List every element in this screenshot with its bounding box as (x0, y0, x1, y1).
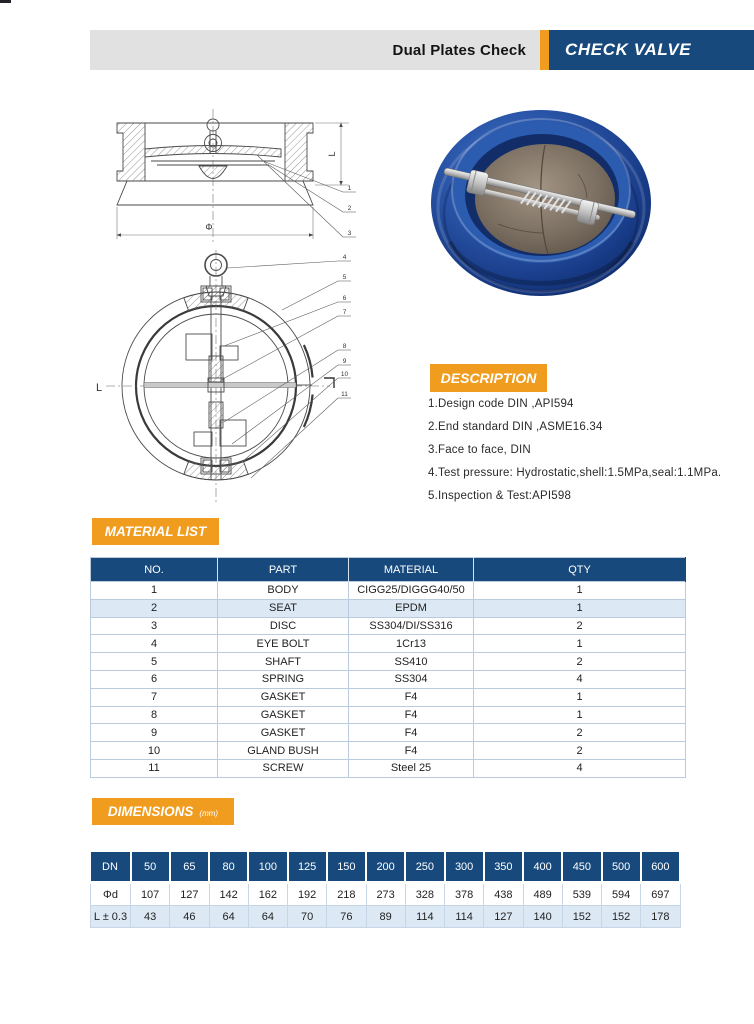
material-table-cell: F4 (349, 688, 474, 706)
material-table-cell: Steel 25 (349, 759, 474, 777)
dimensions-column-header: 50 (131, 852, 170, 883)
material-table-cell: 5 (91, 653, 218, 671)
dimensions-table-cell: 152 (562, 906, 601, 928)
dimensions-column-header: 400 (523, 852, 562, 883)
description-item: 2.End standard DIN ,ASME16.34 (428, 421, 603, 433)
dimensions-table-cell: 127 (170, 883, 209, 906)
dimensions-column-header: 200 (366, 852, 405, 883)
material-table-cell: 1 (474, 635, 686, 653)
material-table-cell: 7 (91, 688, 218, 706)
dimensions-header-row (91, 852, 681, 883)
dimensions-table-cell: 64 (209, 906, 248, 928)
description-item: 5.Inspection & Test:API598 (428, 490, 572, 502)
dimensions-table-cell: 114 (405, 906, 444, 928)
dimensions-table-cell: 192 (288, 883, 327, 906)
callout-number-7: 7 (342, 309, 347, 316)
dimensions-table-cell: 152 (602, 906, 641, 928)
material-table-cell: 8 (91, 706, 218, 724)
material-table-cell: 1 (91, 582, 218, 600)
dimensions-table-cell: 142 (209, 883, 248, 906)
description-item: 4.Test pressure: Hydrostatic,shell:1.5MPa,seal:1.1MPa. (428, 467, 722, 479)
material-table-cell: GASKET (218, 724, 349, 742)
material-table-cell: SEAT (218, 599, 349, 617)
material-column-header: MATERIAL (349, 558, 474, 582)
dimensions-table-cell: 328 (405, 883, 444, 906)
front-view-drawing (90, 250, 390, 510)
dimensions-table-cell: Φd (91, 883, 131, 906)
dimensions-table-row (91, 883, 681, 906)
dimensions-table-cell: 697 (641, 883, 680, 906)
material-table-row (91, 688, 686, 706)
dimensions-table-cell: 178 (641, 906, 680, 928)
material-table-cell: 4 (474, 670, 686, 688)
material-table-row (91, 742, 686, 760)
dimensions-column-header: 80 (209, 852, 248, 883)
page-edge-mark (0, 0, 11, 3)
material-table-row (91, 653, 686, 671)
material-table-cell: 2 (474, 724, 686, 742)
material-table-cell: 1 (474, 706, 686, 724)
material-column-header: QTY (474, 558, 686, 582)
material-table-row (91, 706, 686, 724)
callout-number-6: 6 (342, 295, 347, 302)
material-column-header: PART (218, 558, 349, 582)
material-table-row (91, 617, 686, 635)
dimensions-table (90, 852, 681, 928)
material-table-cell: SS304 (349, 670, 474, 688)
material-table-cell: 2 (474, 742, 686, 760)
product-line-label: Dual Plates Check (392, 41, 526, 59)
dimensions-table-cell: 539 (562, 883, 601, 906)
material-table-cell: 2 (91, 599, 218, 617)
material-table-cell: DISC (218, 617, 349, 635)
dimensions-table-cell: 43 (131, 906, 170, 928)
material-table-cell: 11 (91, 759, 218, 777)
callout-number-11: 11 (341, 391, 348, 398)
material-table-cell: GASKET (218, 706, 349, 724)
dimensions-column-header: 100 (248, 852, 287, 883)
dimensions-table-cell: 594 (602, 883, 641, 906)
dimensions-column-header: 150 (327, 852, 366, 883)
material-table-header-row (91, 558, 686, 582)
dimensions-column-header: 600 (641, 852, 680, 883)
material-table-row (91, 759, 686, 777)
material-table-body (91, 582, 686, 778)
plate-edge (144, 383, 296, 388)
callout-number-8: 8 (342, 343, 347, 350)
material-column-header: NO. (91, 558, 218, 582)
page-title: CHECK VALVE (565, 40, 692, 59)
material-table-row (91, 599, 686, 617)
product-photo (428, 104, 654, 302)
dimensions-column-header: 125 (288, 852, 327, 883)
dimensions-table-body (91, 883, 681, 928)
callout-number-10: 10 (340, 371, 349, 378)
description-item: 1.Design code DIN ,API594 (428, 398, 574, 410)
material-table-cell: BODY (218, 582, 349, 600)
left-flange (117, 123, 145, 181)
dimensions-column-header: 450 (562, 852, 601, 883)
dimensions-table-cell: 140 (523, 906, 562, 928)
dimensions-table-cell: L ± 0.3 (91, 906, 131, 928)
material-table-cell: F4 (349, 706, 474, 724)
dimensions-section-title: DIMENSIONS (mm) (92, 798, 234, 825)
material-table-cell: SCREW (218, 759, 349, 777)
material-table-cell: 1 (474, 599, 686, 617)
material-table-cell: SS410 (349, 653, 474, 671)
material-table-cell: EPDM (349, 599, 474, 617)
material-list-section-title: MATERIAL LIST (92, 518, 219, 545)
dimensions-column-header: 500 (602, 852, 641, 883)
material-table-cell: 1 (474, 688, 686, 706)
material-table-row (91, 582, 686, 600)
callout-number-5: 5 (342, 274, 347, 281)
material-table-cell: 2 (474, 653, 686, 671)
dimensions-table-cell: 273 (366, 883, 405, 906)
material-table-cell: SHAFT (218, 653, 349, 671)
material-list-table (90, 557, 686, 778)
material-table-cell: F4 (349, 742, 474, 760)
material-table-cell: 1 (474, 582, 686, 600)
dimensions-table-row (91, 906, 681, 928)
dimensions-table-cell: 489 (523, 883, 562, 906)
material-table-row (91, 635, 686, 653)
callout-number-4: 4 (342, 254, 347, 261)
description-list (428, 398, 754, 513)
callout-number-9: 9 (342, 358, 347, 365)
dimensions-table-cell: 127 (484, 906, 523, 928)
material-table-cell: CIGG25/DIGGG40/50 (349, 582, 474, 600)
description-section-title: DESCRIPTION (430, 364, 547, 392)
material-table-cell: 2 (474, 617, 686, 635)
callout-number-2: 2 (347, 205, 352, 212)
dimensions-table-cell: 378 (445, 883, 484, 906)
description-item: 3.Face to face, DIN (428, 444, 531, 456)
dimensions-column-header: DN (91, 852, 131, 883)
dimensions-table-cell: 162 (248, 883, 287, 906)
dimensions-table-cell: 438 (484, 883, 523, 906)
material-table-cell: 1Cr13 (349, 635, 474, 653)
bottom-flange (117, 181, 313, 205)
right-flange (285, 123, 313, 181)
material-table-row (91, 724, 686, 742)
material-table-cell: GLAND BUSH (218, 742, 349, 760)
dimensions-column-header: 300 (445, 852, 484, 883)
material-table-cell: SS304/DI/SS316 (349, 617, 474, 635)
dimensions-table-cell: 64 (248, 906, 287, 928)
dimensions-table-cell: 46 (170, 906, 209, 928)
material-table-cell: 4 (91, 635, 218, 653)
callout-number-3: 3 (347, 230, 352, 237)
dimensions-unit: (mm) (199, 809, 219, 818)
material-table-cell: 9 (91, 724, 218, 742)
material-table-cell: F4 (349, 724, 474, 742)
header-title-bar (549, 30, 754, 70)
dimensions-table-cell: 89 (366, 906, 405, 928)
material-table-cell: 10 (91, 742, 218, 760)
callout-number-1: 1 (347, 185, 352, 192)
dimensions-column-header: 65 (170, 852, 209, 883)
header-gray-bar (90, 30, 540, 70)
dimensions-table-cell: 107 (131, 883, 170, 906)
material-table-cell: 4 (474, 759, 686, 777)
section-marker-label: L (96, 382, 103, 394)
dim-L-label: L (327, 151, 337, 157)
section-view-drawing (95, 105, 375, 250)
header-orange-stripe (540, 30, 549, 70)
dimensions-column-header: 250 (405, 852, 444, 883)
material-table-cell: GASKET (218, 688, 349, 706)
material-table-cell: 6 (91, 670, 218, 688)
material-table-cell: 3 (91, 617, 218, 635)
dimensions-table-cell: 114 (445, 906, 484, 928)
dimensions-table-cell: 76 (327, 906, 366, 928)
dimensions-column-header: 350 (484, 852, 523, 883)
dim-phi-label: Φ (205, 222, 213, 232)
dimensions-table-cell: 218 (327, 883, 366, 906)
dimensions-table-cell: 70 (288, 906, 327, 928)
material-table-cell: EYE BOLT (218, 635, 349, 653)
material-table-row (91, 670, 686, 688)
material-table-cell: SPRING (218, 670, 349, 688)
